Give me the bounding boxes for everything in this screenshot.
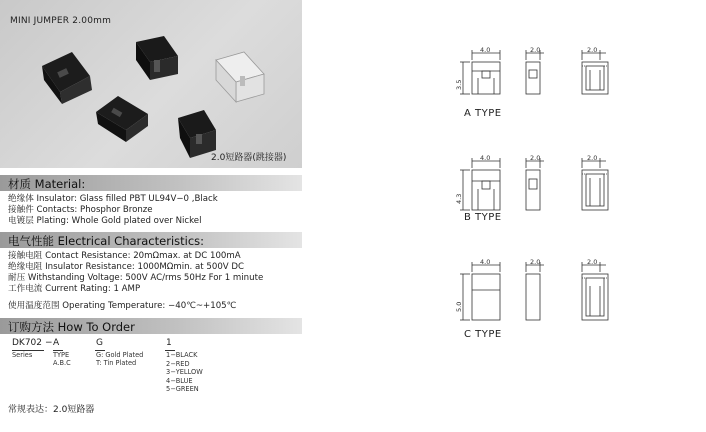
- product-title: MINI JUMPER 2.00mm: [10, 16, 112, 26]
- b-section-width-dim: 2.0: [587, 154, 598, 162]
- color-option: 1−BLACK: [166, 351, 198, 359]
- order-code-series: DK702: [12, 338, 43, 348]
- order-code-type: A: [53, 338, 60, 348]
- material-line: 接触件 Contacts: Phosphor Bronze: [8, 205, 153, 215]
- technical-drawings: [440, 40, 620, 360]
- c-type-section-view: [582, 258, 608, 320]
- b-type-section-view: [582, 154, 608, 210]
- material-heading: 材质 Material:: [8, 177, 86, 191]
- electrical-line: 工作电流 Current Rating: 1 AMP: [8, 284, 141, 294]
- b-type-label: B TYPE: [464, 212, 502, 223]
- a-type-section-view: [582, 46, 608, 94]
- c-height-dim: 5.0: [455, 301, 463, 312]
- c-width-dim: 4.0: [480, 258, 491, 266]
- c-type-front-view: [455, 258, 500, 320]
- electrical-line: 接触电阻 Contact Resistance: 20mΩmax. at DC 100mA: [8, 251, 241, 261]
- temperature-line: 使用温度范围 Operating Temperature: −40℃~+105℃: [8, 301, 237, 311]
- a-type-front-view: [455, 46, 500, 94]
- b-height-dim: 4.3: [455, 193, 463, 204]
- black-jumper-1: [42, 52, 92, 104]
- series-label: Series: [12, 351, 33, 359]
- photo-caption: 2.0短路器(跳接器): [211, 153, 287, 163]
- c-section-width-dim: 2.0: [587, 258, 598, 266]
- a-height-dim: 3.5: [455, 79, 463, 90]
- black-jumper-2: [136, 36, 178, 80]
- order-section-bar: [0, 318, 302, 334]
- color-option: 3−YELLOW: [166, 368, 203, 377]
- a-type-label: A TYPE: [464, 108, 502, 119]
- order-heading: 订购方法 How To Order: [8, 320, 135, 334]
- black-jumper-3: [96, 96, 148, 142]
- type-label: TYPE: [53, 351, 70, 359]
- plating-tin: T: Tin Plated: [96, 359, 137, 367]
- a-section-width-dim: 2.0: [587, 46, 598, 54]
- order-code-color: 1: [166, 338, 172, 348]
- electrical-section-bar: [0, 232, 302, 248]
- color-option: 2−RED: [166, 359, 190, 368]
- electrical-heading: 电气性能 Electrical Characteristics:: [8, 234, 205, 248]
- electrical-line: 绝缘电阻 Insulator Resistance: 1000MΩmin. at 500V DC: [8, 262, 245, 272]
- order-code-dash: −: [45, 338, 53, 348]
- b-type-front-view: [455, 154, 500, 210]
- b-width-dim: 4.0: [480, 154, 491, 162]
- a-side-width-dim: 2.0: [530, 46, 541, 54]
- b-type-side-view: [526, 154, 544, 210]
- clear-jumper: [216, 52, 264, 102]
- order-code-plating: G: [96, 338, 103, 348]
- electrical-line: 耐压 Withstanding Voltage: 500V AC/rms 50Hz For 1 minute: [8, 273, 264, 283]
- material-section-bar: [0, 175, 302, 191]
- a-type-side-view: [526, 46, 544, 94]
- color-option: 5−GREEN: [166, 385, 199, 394]
- c-type-side-view: [526, 258, 544, 320]
- c-side-width-dim: 2.0: [530, 258, 541, 266]
- type-values: A.B.C: [53, 359, 71, 367]
- plating-gold: G: Gold Plated: [96, 351, 144, 359]
- c-type-label: C TYPE: [464, 329, 502, 340]
- material-line: 绝缘体 Insulator: Glass filled PBT UL94V−0 ,Black: [8, 194, 218, 204]
- color-option: 4−BLUE: [166, 376, 193, 385]
- material-line: 电镀层 Plating: Whole Gold plated over Nickel: [8, 216, 202, 226]
- b-side-width-dim: 2.0: [530, 154, 541, 162]
- standard-expression: 常规表达：2.0短路器: [8, 405, 95, 415]
- a-width-dim: 4.0: [480, 46, 491, 54]
